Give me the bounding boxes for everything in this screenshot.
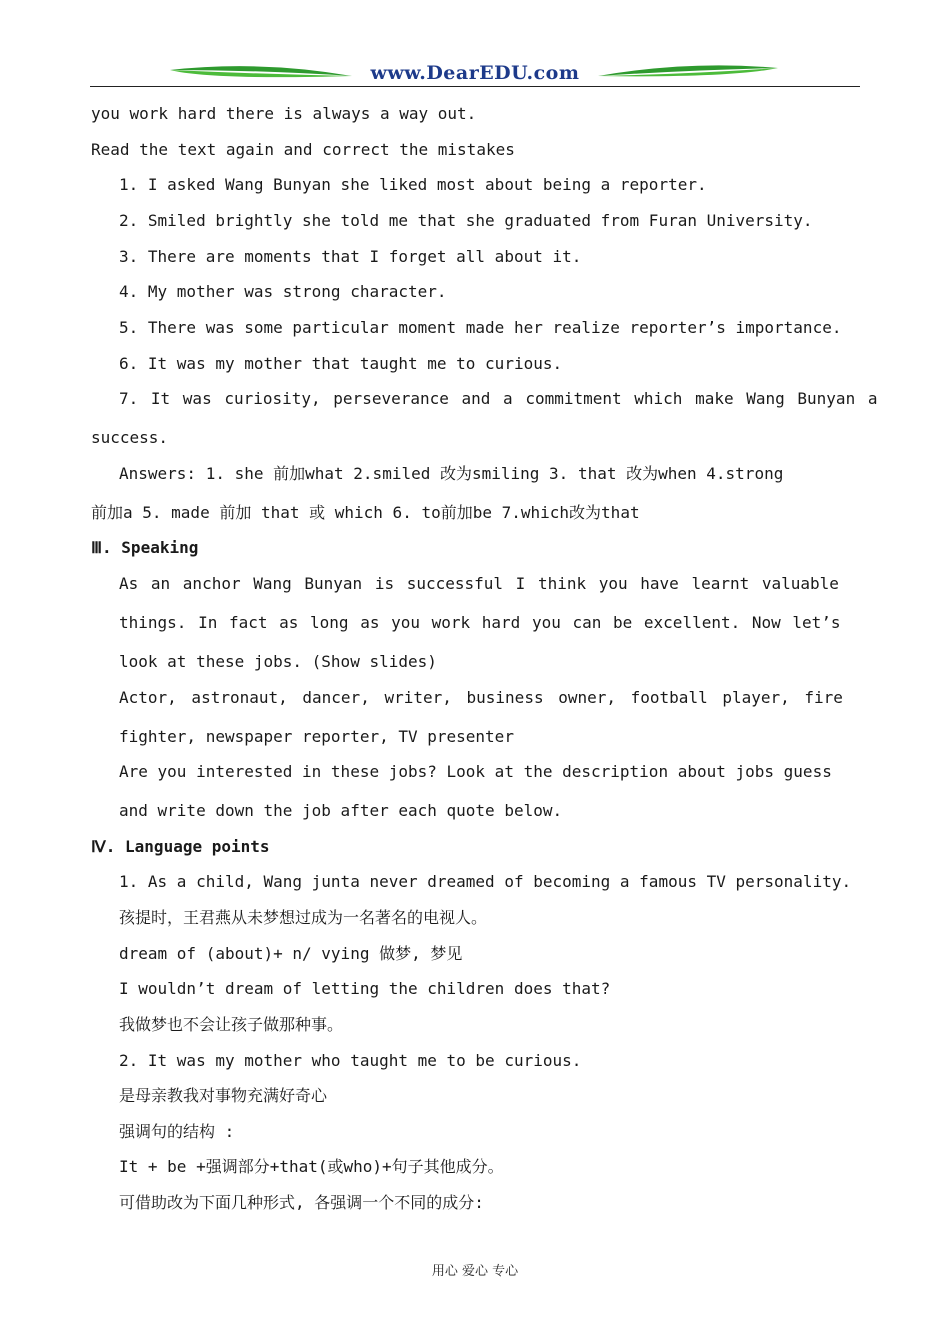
section-heading-speaking: Ⅲ. Speaking <box>91 538 199 557</box>
text-line: 2. It was my mother who taught me to be curious. <box>119 1051 582 1070</box>
site-logo-text: www.DearEDU.com <box>370 62 580 84</box>
list-item: 2. Smiled brightly she told me that she graduated from Furan University. <box>119 211 813 230</box>
text-line: Actor, astronaut, dancer, writer, business owner, football player, fire <box>119 688 843 707</box>
text-line: things. In fact as long as you work hard you can be excellent. Now let’s <box>119 613 841 632</box>
list-item: 7. It was curiosity, perseverance and a commitment which make Wang Bunyan a <box>119 389 878 408</box>
text-line: 我做梦也不会让孩子做那种事。 <box>119 1015 344 1034</box>
text-line: and write down the job after each quote below. <box>119 801 563 820</box>
text-line: 是母亲教我对事物充满好奇心 <box>119 1086 328 1105</box>
text-line: 可借助改为下面几种形式, 各强调一个不同的成分: <box>119 1193 484 1212</box>
text-line: success. <box>91 428 169 447</box>
text-line: 孩提时，王君燕从未梦想过成为一名著名的电视人。 <box>119 908 488 927</box>
text-line: you work hard there is always a way out. <box>91 104 477 123</box>
header-rule <box>90 86 860 87</box>
page-footer: 用心 爱心 专心 <box>431 1264 519 1279</box>
list-item: 4. My mother was strong character. <box>119 282 447 301</box>
answers-line: 前加a 5. made 前加 that 或 which 6. to前加be 7.which改为that <box>91 503 640 522</box>
list-item: 5. There was some particular moment made her realize reporter’s importance. <box>119 318 842 337</box>
text-line: look at these jobs. (Show slides) <box>119 652 437 671</box>
section-heading-language-points: Ⅳ. Language points <box>91 837 270 856</box>
list-item: 1. I asked Wang Bunyan she liked most about being a reporter. <box>119 175 707 194</box>
text-line: fighter, newspaper reporter, TV presenter <box>119 727 514 746</box>
text-line: 强调句的结构 : <box>119 1122 235 1141</box>
list-item: 3. There are moments that I forget all about it. <box>119 247 582 266</box>
list-item: 6. It was my mother that taught me to curious. <box>119 354 563 373</box>
text-line: It + be +强调部分+that(或who)+句子其他成分。 <box>119 1157 504 1176</box>
text-line: 1. As a child, Wang junta never dreamed of becoming a famous TV personality. <box>119 872 852 891</box>
text-line: Are you interested in these jobs? Look at the description about jobs guess <box>119 762 832 781</box>
page-header <box>90 58 860 90</box>
text-line: dream of (about)+ n/ vying 做梦, 梦见 <box>119 944 463 963</box>
text-line: As an anchor Wang Bunyan is successful I think you have learnt valuable <box>119 574 839 593</box>
answers-line: Answers: 1. she 前加what 2.smiled 改为smiling 3. that 改为when 4.strong <box>119 464 784 483</box>
text-line: I wouldn’t dream of letting the children does that? <box>119 979 611 998</box>
text-line: Read the text again and correct the mistakes <box>91 140 515 159</box>
